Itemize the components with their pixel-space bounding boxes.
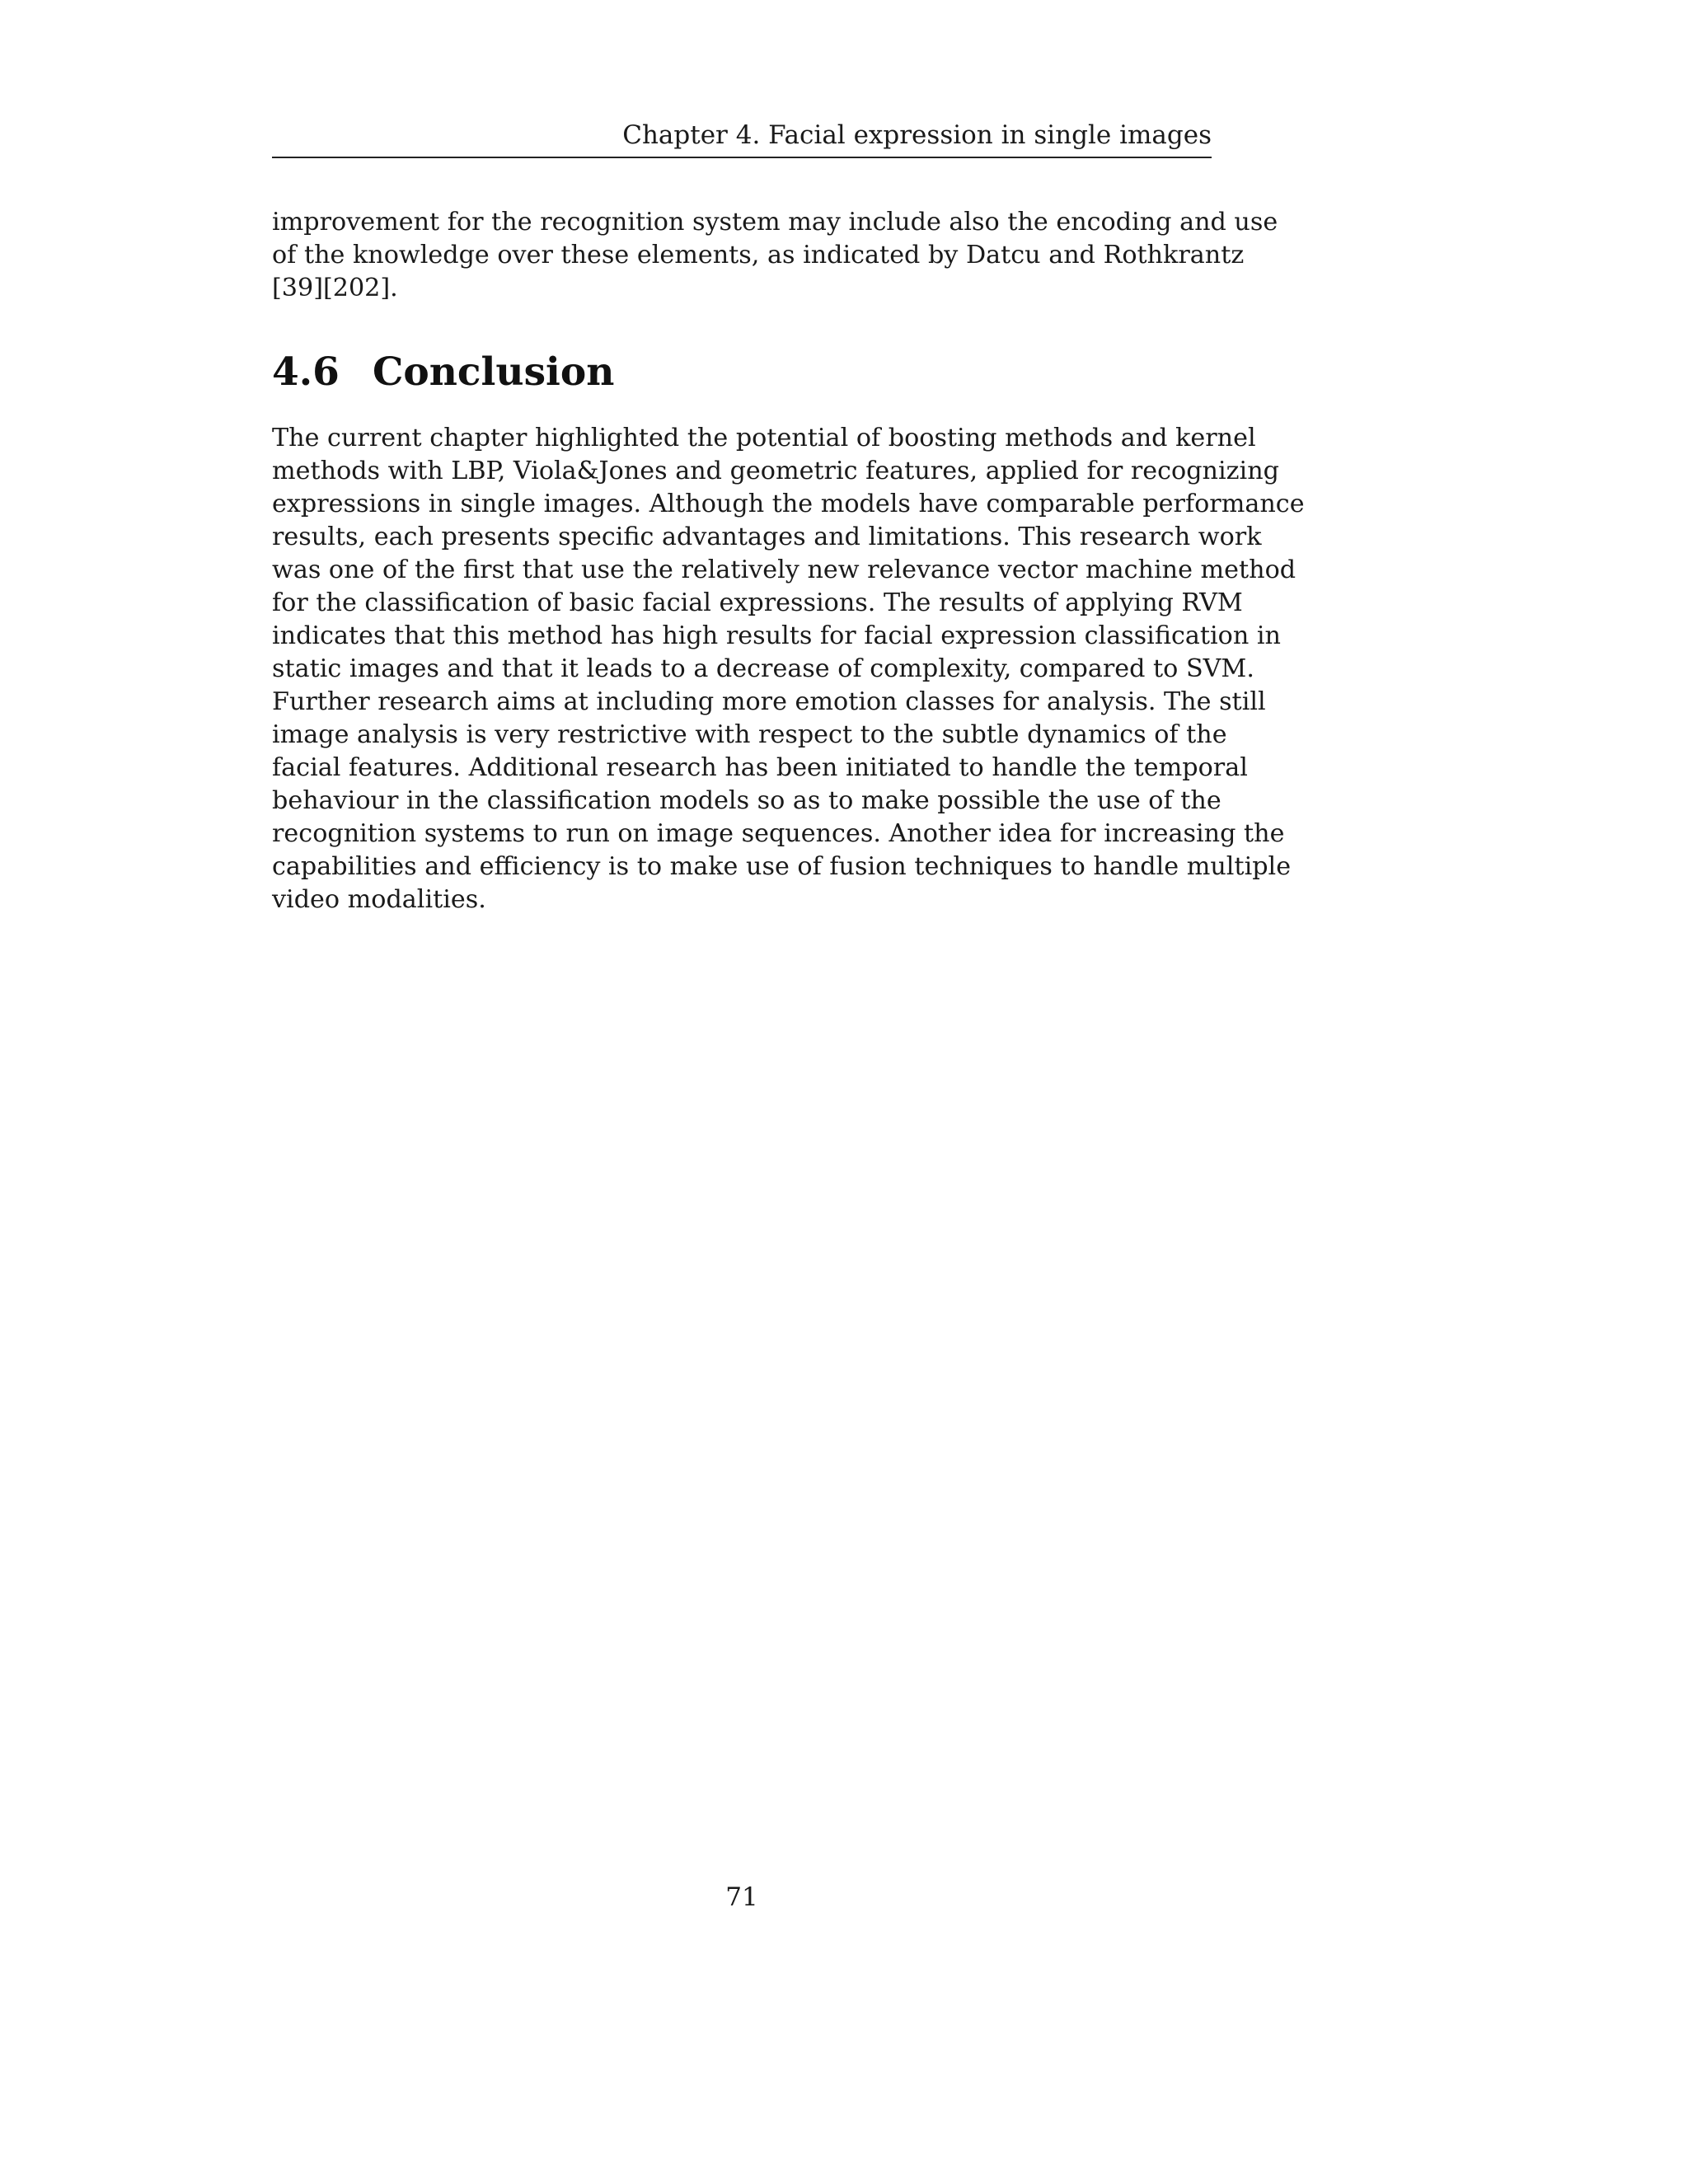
paragraph-line: was one of the first that use the relatively new relevance vector machine method (272, 555, 1296, 584)
paragraph-line: image analysis is very restrictive with respect to the subtle dynamics of the (272, 720, 1227, 749)
intro-paragraph (272, 206, 1278, 305)
running-header (272, 115, 1212, 158)
section-number: 4.6 (272, 349, 340, 395)
paragraph-line: results, each presents specific advantages and limitations. This research work (272, 523, 1262, 551)
paragraph-line: video modalities. (272, 885, 486, 914)
paragraph-line: expressions in single images. Although the models have comparable performance (272, 490, 1305, 518)
paragraph-line: Further research aims at including more emotion classes for analysis. The still (272, 687, 1266, 716)
paragraph-line: static images and that it leads to a decrease of complexity, compared to SVM. (272, 654, 1254, 683)
running-header-title: Chapter 4. Facial expression in single images (622, 120, 1212, 150)
paragraph-line: recognition systems to run on image sequences. Another idea for increasing the (272, 819, 1285, 848)
paragraph-line: improvement for the recognition system may include also the encoding and use (272, 208, 1278, 237)
paragraph-line: facial features. Additional research has been initiated to handle the temporal (272, 753, 1248, 782)
paragraph-line: [39][202]. (272, 274, 398, 302)
paragraph-line: of the knowledge over these elements, as indicated by Datcu and Rothkrantz (272, 241, 1245, 269)
paragraph-line: for the classification of basic facial expressions. The results of applying RVM (272, 588, 1243, 617)
section-title: Conclusion (373, 349, 615, 395)
paragraph-line: behaviour in the classification models so as to make possible the use of the (272, 786, 1221, 815)
paragraph-line: indicates that this method has high results for facial expression classification in (272, 621, 1281, 650)
page-number: 71 (725, 1882, 758, 1912)
section-heading (272, 348, 614, 397)
conclusion-paragraph (272, 422, 1305, 916)
paragraph-line: capabilities and efficiency is to make use of fusion techniques to handle multiple (272, 852, 1292, 881)
paragraph-line: methods with LBP, Viola&Jones and geometric features, applied for recognizing (272, 457, 1279, 485)
paragraph-line: The current chapter highlighted the potential of boosting methods and kernel (272, 424, 1256, 452)
